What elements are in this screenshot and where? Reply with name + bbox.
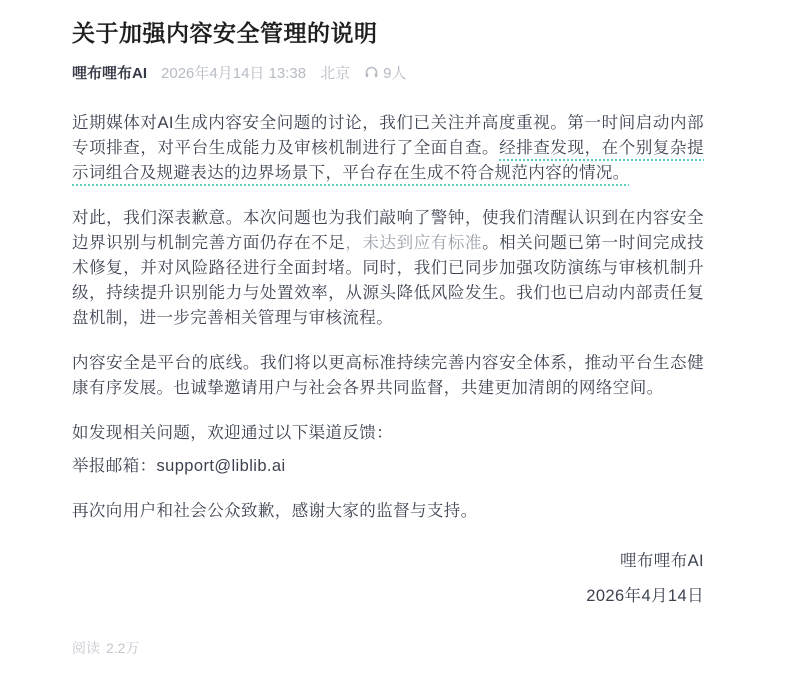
article-body [72,111,704,524]
paragraph [72,206,704,331]
paragraph [72,454,704,479]
publish-location: 北京 [320,65,351,82]
page-title: 关于加强内容安全管理的说明 [72,20,378,46]
body-text: 如发现相关问题，欢迎通过以下渠道反馈： [72,424,394,442]
paragraph [72,499,704,524]
body-text: 举报邮箱：support@liblib.ai [72,457,286,475]
body-text: 再次向用户和社会公众致歉，感谢大家的监督与支持。 [72,502,478,520]
body-text: 。相关问题已第一时间完成技术修复，并对风险路径进行全面封堵。同时，我们已同步加强攻防演练与审核机制升级，持续提升识别能力与处置效率，从源头降低风险发生。我们也已启动内部责任复盘机制，进一步完善相关管理与审核流程。 [72,234,704,327]
byline [72,62,700,83]
read-counter [72,638,700,658]
muted-text: ，未达到应有标准 [345,234,483,252]
signature-name: 哩布哩布AI [620,552,704,570]
listeners-badge [364,62,406,83]
read-label: 阅读 [72,640,100,656]
body-text: 内容安全是平台的底线。我们将以更高标准持续完善内容安全体系，推动平台生态健康有序发展。也诚挚邀请用户与社会各界共同监督，共建更加清朗的网络空间。 [72,354,704,397]
headset-icon [364,65,379,80]
listeners-count: 9人 [383,65,407,82]
paragraph [72,111,704,186]
paragraph [72,351,704,401]
signature-date: 2026年4月14日 [586,587,704,605]
body-text: 近期媒体对AI生成内容安全问题的讨论，我们已关注并高度重视。第一时间启动内部专项排查，对平台生成能力及审核机制进行了全面自查。 [72,114,704,157]
signature-block [72,544,704,614]
flagged-text: 经排查发现，在个别复杂提示词组合及规避表达的边界场景下，平台存在生成不符合规范内容的情况。 [72,139,704,182]
read-count: 2.2万 [106,640,140,656]
body-text: 对此，我们深表歉意。本次问题也为我们敲响了警钟，使我们清醒认识到在内容安全边界识别与机制完善方面仍存在不足 [72,209,704,252]
paragraph [72,421,704,446]
publish-datetime: 2026年4月14日 13:38 [161,65,307,82]
author-name[interactable]: 哩布哩布AI [72,65,148,82]
